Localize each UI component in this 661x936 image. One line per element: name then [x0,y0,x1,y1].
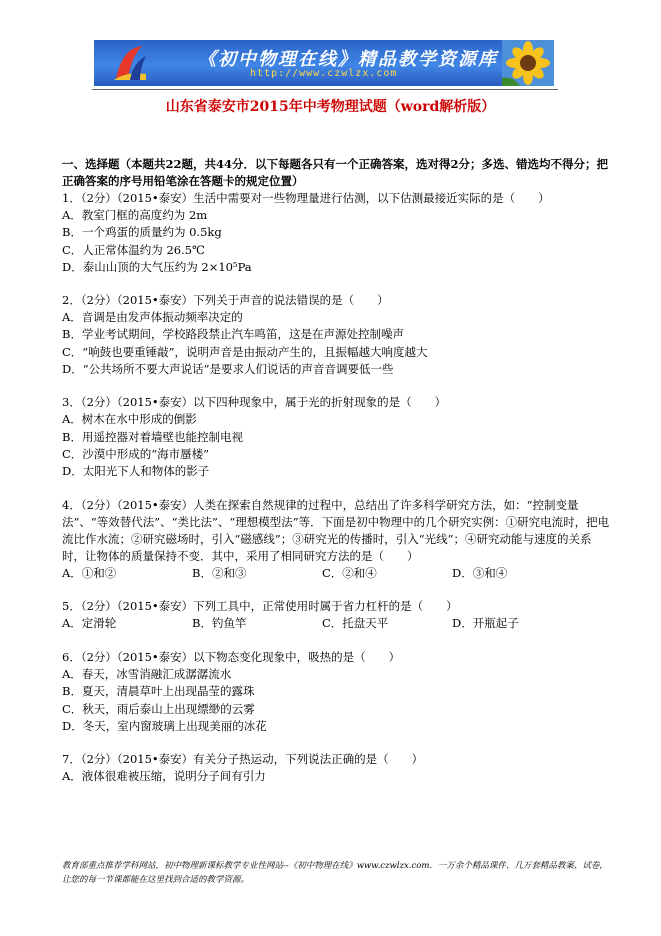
option-a: A．液体很难被压缩，说明分子间有引力 [62,769,266,784]
question-stem: 4．（2分）（2015•泰安）人类在探索自然规律的过程中，总结出了许多科学研究方法，如：“控制变量法”、“等效替代法”、“类比法”、“理想模型法”等．下面是初中物理中的几个研究实例：①研究电流时，把电流比作水流；②研究磁场时，引入“磁感线”；③研究光的传播时，引入“光线”；④研究动能与速度的关系时，让物体的质量保持不变．其中，采用了相同研究方法的是（ ） [62,497,610,563]
option-a: A．①和② [62,565,117,580]
banner-url[interactable]: http://www.czwlzx.com [250,68,398,79]
option-c: C．托盘天平 [322,615,389,630]
option-c: C．②和④ [322,565,377,580]
logo-icon [112,44,148,82]
option-d: D．太阳光下人和物体的影子 [62,464,210,479]
header-banner [94,40,554,86]
option-c: C．“响鼓也要重锤敲”，说明声音是由振动产生的，且振幅越大响度越大 [62,344,428,359]
option-d: D．开瓶起子 [452,615,519,630]
option-d: D．③和④ [452,565,508,580]
option-b: B．学业考试期间，学校路段禁止汽车鸣笛，这是在声源处控制噪声 [62,327,404,342]
options-row [62,565,610,582]
option-c: C．秋天，雨后泰山上出现缥缈的云雾 [62,701,255,716]
question-2 [62,292,610,378]
sunflower-icon [502,40,554,86]
option-c: C．人正常体温约为 26.5℃ [62,242,205,257]
options-row [62,615,610,632]
question-stem: 6．（2分）（2015•泰安）以下物态变化现象中，吸热的是（ ） [62,650,401,665]
option-b: B．用遥控器对着墙壁也能控制电视 [62,429,243,444]
option-a: A．树木在水中形成的倒影 [62,412,197,427]
question-5 [62,598,610,632]
option-b: B．一个鸡蛋的质量约为 0.5kg [62,225,222,240]
header-rule [92,89,558,90]
section-heading: 一、选择题（本题共22题，共44分．以下每题各只有一个正确答案，选对得2分；多选、错选均不得分；把正确答案的序号用铅笔涂在答题卡的规定位置） [62,157,609,188]
question-stem: 5．（2分）（2015•泰安）下列工具中，正常使用时属于省力杠杆的是（ ） [62,598,458,613]
option-a: A．定滑轮 [62,615,117,630]
exam-content [62,156,610,786]
question-stem: 1．（2分）（2015•泰安）生活中需要对一些物理量进行估测，以下估测最接近实际的是（ ） [62,191,550,205]
question-1 [62,190,610,276]
option-d: D．冬天，室内窗玻璃上出现美丽的冰花 [62,719,267,734]
option-c: C．沙漠中形成的“海市蜃楼” [62,446,210,461]
question-3 [62,394,610,480]
option-b: B．钓鱼竿 [192,615,247,630]
question-stem: 7．（2分）（2015•泰安）有关分子热运动，下列说法正确的是（ ） [62,752,424,767]
banner-title: 《初中物理在线》精品教学资源库 [198,49,498,70]
option-b: B．夏天，清晨草叶上出现晶莹的露珠 [62,684,255,699]
option-a: A．教室门框的高度约为 2m [62,208,208,222]
question-4 [62,497,610,582]
document-title: 山东省泰安市2015年中考物理试题（word解析版） [165,99,496,115]
question-7 [62,751,610,785]
footer-note: 教育部重点推荐学科网站，初中物理新课标教学专业性网站--《初中物理在线》www.czwlzx.com．一万余个精品课件、几万套精品教案、试卷，让您的每一节课都能在这里找到合适的教学资源。 [62,861,608,885]
option-b: B．②和③ [192,565,247,580]
question-6 [62,649,610,735]
question-stem: 2．（2分）（2015•泰安）下列关于声音的说法错误的是（ ） [62,293,389,308]
option-a: A．春天，冰雪消融汇成潺潺流水 [62,667,232,682]
option-d: D．泰山山顶的大气压约为 2×10⁵Pa [62,259,252,274]
option-a: A．音调是由发声体振动频率决定的 [62,310,243,325]
option-d: D．“公共场所不要大声说话”是要求人们说话的声音音调要低一些 [62,362,394,377]
question-stem: 3．（2分）（2015•泰安）以下四种现象中，属于光的折射现象的是（ ） [62,395,447,410]
